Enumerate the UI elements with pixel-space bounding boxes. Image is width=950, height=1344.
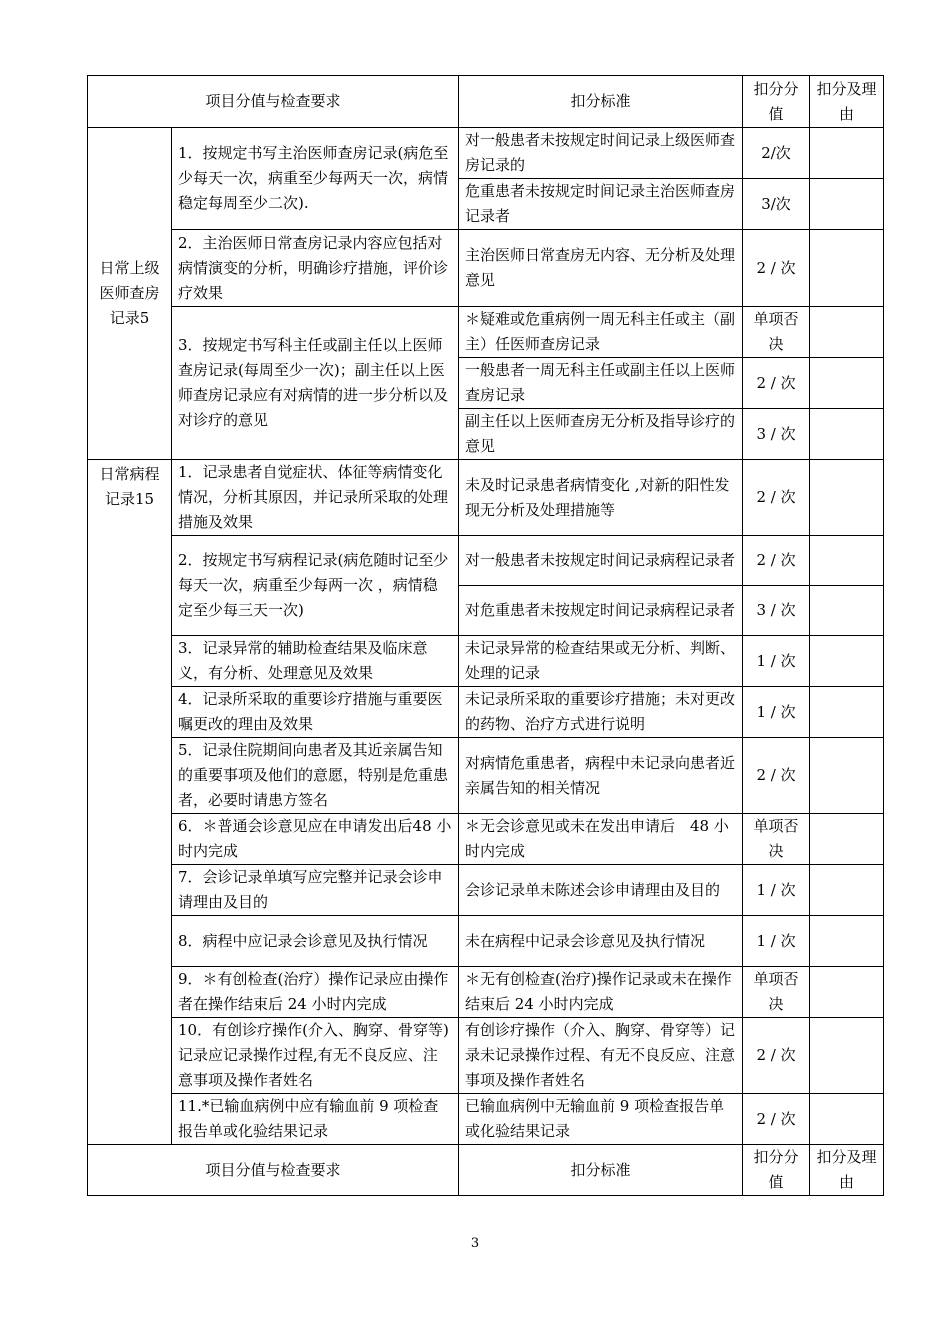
standard-cell: 对一般患者未按规定时间记录上级医师查房记录的: [459, 128, 743, 179]
header-reason: 扣分及理由: [810, 76, 884, 128]
reason-cell[interactable]: [810, 128, 884, 179]
reason-cell[interactable]: [810, 230, 884, 307]
standard-cell: 未记录异常的检查结果或无分析、判断、处理的记录: [459, 636, 743, 687]
standard-cell: 会诊记录单未陈述会诊申请理由及目的: [459, 865, 743, 916]
score-cell: 单项否决: [743, 307, 810, 358]
footer-score: 扣分分值: [743, 1145, 810, 1196]
requirement-cell: 10．有创诊疗操作(介入、胸穿、骨穿等) 记录应记录操作过程,有无不良反应、注意事项及操作者姓名: [172, 1018, 459, 1094]
standard-cell: 对病情危重患者，病程中未记录向患者近亲属告知的相关情况: [459, 738, 743, 814]
reason-cell[interactable]: [810, 1094, 884, 1145]
score-cell: 3/次: [743, 179, 810, 230]
table-row: [88, 738, 884, 814]
standard-cell: 一般患者一周无科主任或副主任以上医师查房记录: [459, 358, 743, 409]
requirement-cell: 4．记录所采取的重要诊疗措施与重要医嘱更改的理由及效果: [172, 687, 459, 738]
standard-cell: 副主任以上医师查房无分析及指导诊疗的意见: [459, 409, 743, 460]
score-cell: 3 / 次: [743, 409, 810, 460]
table-row: [88, 1094, 884, 1145]
standard-cell: ＊无有创检查(治疗)操作记录或未在操作结束后 24 小时内完成: [459, 967, 743, 1018]
standard-cell: 未在病程中记录会诊意见及执行情况: [459, 916, 743, 967]
footer-standard: 扣分标准: [459, 1145, 743, 1196]
reason-cell[interactable]: [810, 916, 884, 967]
requirement-cell: 6．＊普通会诊意见应在申请发出后48 小时内完成: [172, 814, 459, 865]
table-row: [88, 814, 884, 865]
requirement-cell: 2．按规定书写病程记录(病危随时记至少每天一次，病重至少每两一次 ，病情稳定至少每三天一次): [172, 536, 459, 636]
score-cell: 2 / 次: [743, 460, 810, 536]
table-row: [88, 865, 884, 916]
score-cell: 3 / 次: [743, 586, 810, 636]
requirement-cell: 11.*已输血病例中应有输血前 9 项检查报告单或化验结果记录: [172, 1094, 459, 1145]
reason-cell[interactable]: [810, 409, 884, 460]
requirement-cell: 5．记录住院期间向患者及其近亲属告知的重要事项及他们的意愿，特别是危重患者，必要时请患方签名: [172, 738, 459, 814]
reason-cell[interactable]: [810, 687, 884, 738]
scoring-table: [87, 75, 884, 1196]
section-name: 日常上级医师查房记录5: [88, 128, 172, 460]
score-cell: 1 / 次: [743, 916, 810, 967]
requirement-cell: 3．记录异常的辅助检查结果及临床意义，有分析、处理意见及效果: [172, 636, 459, 687]
score-cell: 2 / 次: [743, 230, 810, 307]
score-cell: 2 / 次: [743, 536, 810, 586]
reason-cell[interactable]: [810, 586, 884, 636]
table-row: [88, 230, 884, 307]
table-row: [88, 460, 884, 536]
header-items: 项目分值与检查要求: [88, 76, 459, 128]
standard-cell: 未及时记录患者病情变化 ,对新的阳性发现无分析及处理措施等: [459, 460, 743, 536]
table-footer-row: [88, 1145, 884, 1196]
requirement-cell: 9．＊有创检查(治疗）操作记录应由操作者在操作结束后 24 小时内完成: [172, 967, 459, 1018]
score-cell: 单项否决: [743, 967, 810, 1018]
reason-cell[interactable]: [810, 307, 884, 358]
header-standard: 扣分标准: [459, 76, 743, 128]
score-cell: 1 / 次: [743, 636, 810, 687]
score-cell: 2/次: [743, 128, 810, 179]
page-number: 3: [470, 1236, 480, 1251]
reason-cell[interactable]: [810, 814, 884, 865]
standard-cell: 主治医师日常查房无内容、无分析及处理意见: [459, 230, 743, 307]
reason-cell[interactable]: [810, 1018, 884, 1094]
table-row: [88, 687, 884, 738]
table-header-row: [88, 76, 884, 128]
reason-cell[interactable]: [810, 738, 884, 814]
score-cell: 2 / 次: [743, 1094, 810, 1145]
footer-reason: 扣分及理由: [810, 1145, 884, 1196]
reason-cell[interactable]: [810, 967, 884, 1018]
standard-cell: 危重患者未按规定时间记录主治医师查房记录者: [459, 179, 743, 230]
standard-cell: 有创诊疗操作（介入、胸穿、骨穿等）记录未记录操作过程、有无不良反应、注意事项及操作者姓名: [459, 1018, 743, 1094]
standard-cell: ＊无会诊意见或未在发出申请后 48 小时内完成: [459, 814, 743, 865]
requirement-cell: 1．记录患者自觉症状、体征等病情变化情况，分析其原因，并记录所采取的处理措施及效果: [172, 460, 459, 536]
reason-cell[interactable]: [810, 536, 884, 586]
reason-cell[interactable]: [810, 865, 884, 916]
reason-cell[interactable]: [810, 179, 884, 230]
header-score: 扣分分值: [743, 76, 810, 128]
reason-cell[interactable]: [810, 460, 884, 536]
requirement-cell: 7．会诊记录单填写应完整并记录会诊申请理由及目的: [172, 865, 459, 916]
score-cell: 2 / 次: [743, 358, 810, 409]
table-row: [88, 128, 884, 179]
table-row: [88, 536, 884, 586]
reason-cell[interactable]: [810, 358, 884, 409]
table-row: [88, 307, 884, 358]
table-row: [88, 916, 884, 967]
standard-cell: ＊疑难或危重病例一周无科主任或主（副主）任医师查房记录: [459, 307, 743, 358]
requirement-cell: 3．按规定书写科主任或副主任以上医师查房记录(每周至少一次)；副主任以上医师查房记录应有对病情的进一步分析以及对诊疗的意见: [172, 307, 459, 460]
requirement-cell: 2．主治医师日常查房记录内容应包括对病情演变的分析，明确诊疗措施，评价诊疗效果: [172, 230, 459, 307]
standard-cell: 对危重患者未按规定时间记录病程记录者: [459, 586, 743, 636]
table-row: [88, 967, 884, 1018]
score-cell: 2 / 次: [743, 738, 810, 814]
standard-cell: 对一般患者未按规定时间记录病程记录者: [459, 536, 743, 586]
standard-cell: 已输血病例中无输血前 9 项检查报告单或化验结果记录: [459, 1094, 743, 1145]
requirement-cell: 1．按规定书写主治医师查房记录(病危至少每天一次，病重至少每两天一次，病情稳定每周至少二次).: [172, 128, 459, 230]
section-name: 日常病程记录15: [88, 460, 172, 1145]
table-row: [88, 1018, 884, 1094]
table-row: [88, 636, 884, 687]
score-cell: 单项否决: [743, 814, 810, 865]
score-cell: 1 / 次: [743, 687, 810, 738]
footer-items: 项目分值与检查要求: [88, 1145, 459, 1196]
score-cell: 1 / 次: [743, 865, 810, 916]
score-cell: 2 / 次: [743, 1018, 810, 1094]
reason-cell[interactable]: [810, 636, 884, 687]
standard-cell: 未记录所采取的重要诊疗措施；未对更改的药物、治疗方式进行说明: [459, 687, 743, 738]
requirement-cell: 8．病程中应记录会诊意见及执行情况: [172, 916, 459, 967]
